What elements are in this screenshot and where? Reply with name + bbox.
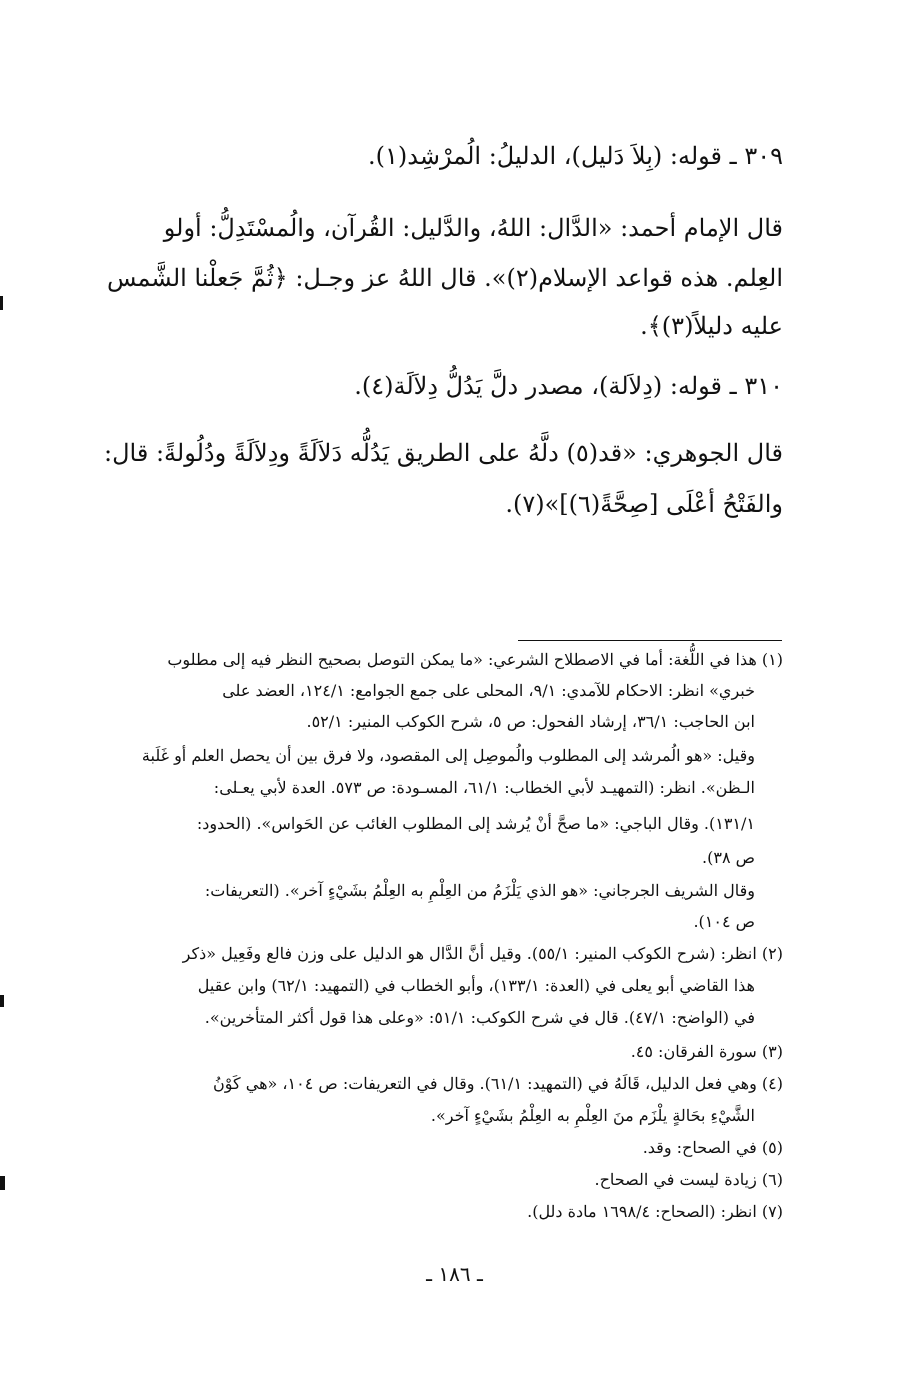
footnote-4-line-1: (٤) وهي فعل الدليل، قَالَهُ في (التمهيد: ٦١/١). وقال في التعريفات: ص ١٠٤، «هي كَوْنُ [213,1074,783,1093]
footnote-2-line-2: هذا القاضي أبو يعلى في (العدة: ١٣٣/١)، وأبو الخطاب في (التمهيد: ٦٢/١) وابن عقيل [197,976,755,995]
footnote-1-line-9: ص ١٠٤). [693,912,755,931]
footnote-separator [518,640,782,641]
paragraph-jawhari-line-1: قال الجوهري: «قد(٥) دلَّهُ على الطريق يَدُلُّه دَلاَلَةً ودِلاَلَةً ودُلُولةً: قال: [104,439,783,467]
paragraph-ahmad-line-3: عليه دليلاً(٣)﴾. [640,312,783,340]
footnote-1-line-6: ١٣١/١). وقال الباجي: «ما صحَّ أنْ يُرشد إلى المطلوب الغائب عن الحَواس». (الحدود: [196,814,755,833]
scan-mark [0,1176,5,1190]
footnote-3: (٣) سورة الفرقان: ٤٥. [630,1042,783,1061]
footnote-1-line-3: ابن الحاجب: ٣٦/١، إرشاد الفحول: ص ٥، شرح الكوكب المنير: ٥٢/١. [306,712,755,731]
footnote-7: (٧) انظر: (الصحاح: ١٦٩٨/٤ مادة دلل). [527,1202,783,1221]
footnote-2-line-3: في (الواضح: ٤٧/١). قال في شرح الكوكب: ٥١/١: «وعلى هذا قول أكثر المتأخرين». [204,1008,755,1027]
footnote-2-line-1: (٢) انظر: (شرح الكوكب المنير: ٥٥/١). وقيل أنَّ الدَّال هو الدليل على وزن فالع وفَعِيل «ذكر [182,944,783,963]
footnote-1-line-8: وقال الشريف الجرجاني: «هو الذي يَلْزَمُ من العِلْمِ به العِلْمُ بشَيْءٍ آخر». (التعريفات: [204,881,755,900]
paragraph-309: ٣٠٩ ـ قوله: (بِلاَ دَليل)، الدليلُ: الُمرْشِد(١). [368,142,783,170]
paragraph-ahmad-line-1: قال الإمام أحمد: «الدَّال: اللهُ، والدَّليل: القُرآن، والُمسْتَدِلُّ: أولو [163,214,783,242]
footnote-1-line-4: وقيل: «هو الُمرشد إلى المطلوب والُموصِل إلى المقصود، ولا فرق بين أن يحصل العلم أو غَلَبة [141,746,755,765]
footnote-1-line-1: (١) هذا في اللُّغة: أما في الاصطلاح الشرعي: «ما يمكن التوصل بصحيح النظر فيه إلى مطلوب [167,650,783,669]
page-number: ـ ١٨٦ ـ [426,1262,483,1286]
footnote-1-line-5: الـظن». انظر: (التمهيـد لأبي الخطاب: ٦١/١، المسـودة: ص ٥٧٣. العدة لأبي يعـلى: [213,778,755,797]
footnote-4-line-2: الشَّيْءِ بحَالةٍ يلْزَم منَ العِلْمِ به العِلْمُ بشَيْءٍ آخر». [430,1106,755,1125]
footnote-6: (٦) زيادة ليست في الصحاح. [594,1170,783,1189]
paragraph-ahmad-line-2: العِلم. هذه قواعد الإسلام(٢)». قال اللهُ عز وجـل: ﴿ثُمَّ جَعلْنا الشَّمس [106,264,783,292]
scan-mark [0,995,4,1007]
paragraph-310: ٣١٠ ـ قوله: (دِلاَلة)، مصدر دلَّ يَدُلُّ دِلاَلَة(٤). [354,372,783,400]
scan-mark [0,296,3,310]
footnote-1-line-7: ص ٣٨). [702,848,755,867]
paragraph-jawhari-line-2: والفَتْحُ أعْلَى [صِحَّةً(٦)]»(٧). [505,490,783,518]
footnote-1-line-2: خبري» انظر: الاحكام للآمدي: ٩/١، المحلى على جمع الجوامع: ١٢٤/١، العضد على [222,681,755,700]
main-text [100,0,783,560]
footnote-5: (٥) في الصحاح: وقد. [642,1138,783,1157]
